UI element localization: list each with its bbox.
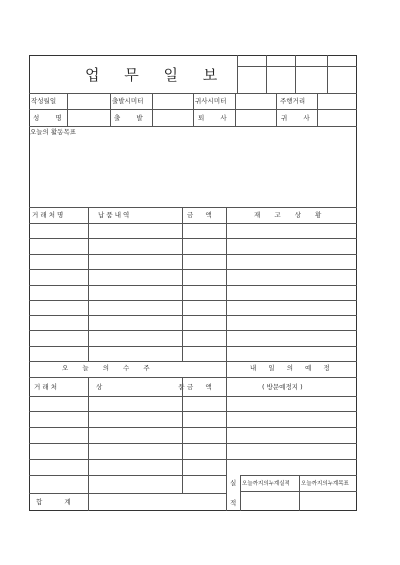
table-row (29, 223, 357, 224)
performance-label-top: 실 (230, 479, 237, 487)
table-row (29, 411, 357, 412)
col-divider (88, 207, 89, 361)
table-row (29, 493, 226, 494)
approval-grid-line (295, 55, 296, 93)
row-divider (240, 475, 357, 476)
row-divider (29, 377, 357, 378)
delivery-items-header: 납 품 내 역 (98, 211, 130, 219)
name-label: 성 명 (33, 114, 62, 122)
daily-goal-label: 오늘의 활동목표 (30, 128, 77, 136)
col-divider (67, 93, 68, 126)
leave-label: 퇴 사 (198, 114, 227, 122)
depart-meter-label: 출발시미터 (112, 97, 144, 105)
col-divider (182, 207, 183, 361)
table-row (29, 315, 357, 316)
col-divider (317, 93, 318, 126)
delivery-amount-header: 금 액 (187, 211, 212, 219)
col-divider (299, 475, 300, 511)
table-row (29, 396, 357, 397)
table-row (29, 254, 357, 255)
section-divider (29, 207, 357, 208)
col-divider (276, 93, 277, 126)
order-client-header: 거 래 처 (34, 383, 57, 391)
col-divider (226, 361, 227, 511)
distance-label: 주행거리 (280, 97, 306, 105)
table-row (29, 300, 357, 301)
depart-label: 출 발 (114, 114, 143, 122)
write-date-label: 작성월일 (31, 97, 57, 105)
col-divider (110, 93, 111, 126)
col-divider (88, 377, 89, 511)
cumulative-goal-label: 오늘까지의누계목표 (301, 481, 349, 487)
row-divider (240, 491, 357, 492)
performance-label-bottom: 적 (230, 499, 237, 507)
total-label: 합 계 (36, 498, 71, 506)
col-divider (226, 207, 227, 361)
table-row (29, 427, 357, 428)
row-divider (29, 126, 357, 127)
form-title: 업 무 일 보 (85, 66, 228, 84)
approval-grid-line (327, 55, 328, 93)
table-row (29, 238, 357, 239)
table-row (29, 475, 226, 476)
approval-grid-line (237, 66, 357, 67)
cumulative-actual-label: 오늘까지의누계실적 (242, 481, 290, 487)
approval-grid-line (237, 55, 238, 93)
approval-grid-line (266, 55, 267, 93)
col-divider (235, 93, 236, 126)
delivery-client-header: 거 래 처 명 (32, 211, 64, 219)
today-orders-label: 오 늘 의 수 주 (62, 364, 150, 372)
col-divider (240, 475, 241, 511)
table-row (29, 330, 357, 331)
stock-status-header: 재 고 상 황 (254, 211, 322, 219)
visit-plan-header: ( 방문예정지 ) (262, 383, 303, 391)
table-row (29, 459, 357, 460)
col-divider (152, 93, 153, 126)
table-row (29, 285, 357, 286)
return-label: 귀 사 (281, 114, 310, 122)
order-amount-header: 금 액 (187, 383, 212, 391)
col-divider (193, 93, 194, 126)
table-row (29, 443, 357, 444)
tomorrow-plan-label: 내 일 의 예 정 (250, 364, 330, 372)
section-divider (29, 361, 357, 362)
table-row (29, 346, 357, 347)
order-product-header: 상 품 (96, 383, 185, 391)
return-meter-label: 귀사시미터 (195, 97, 227, 105)
table-row (29, 269, 357, 270)
